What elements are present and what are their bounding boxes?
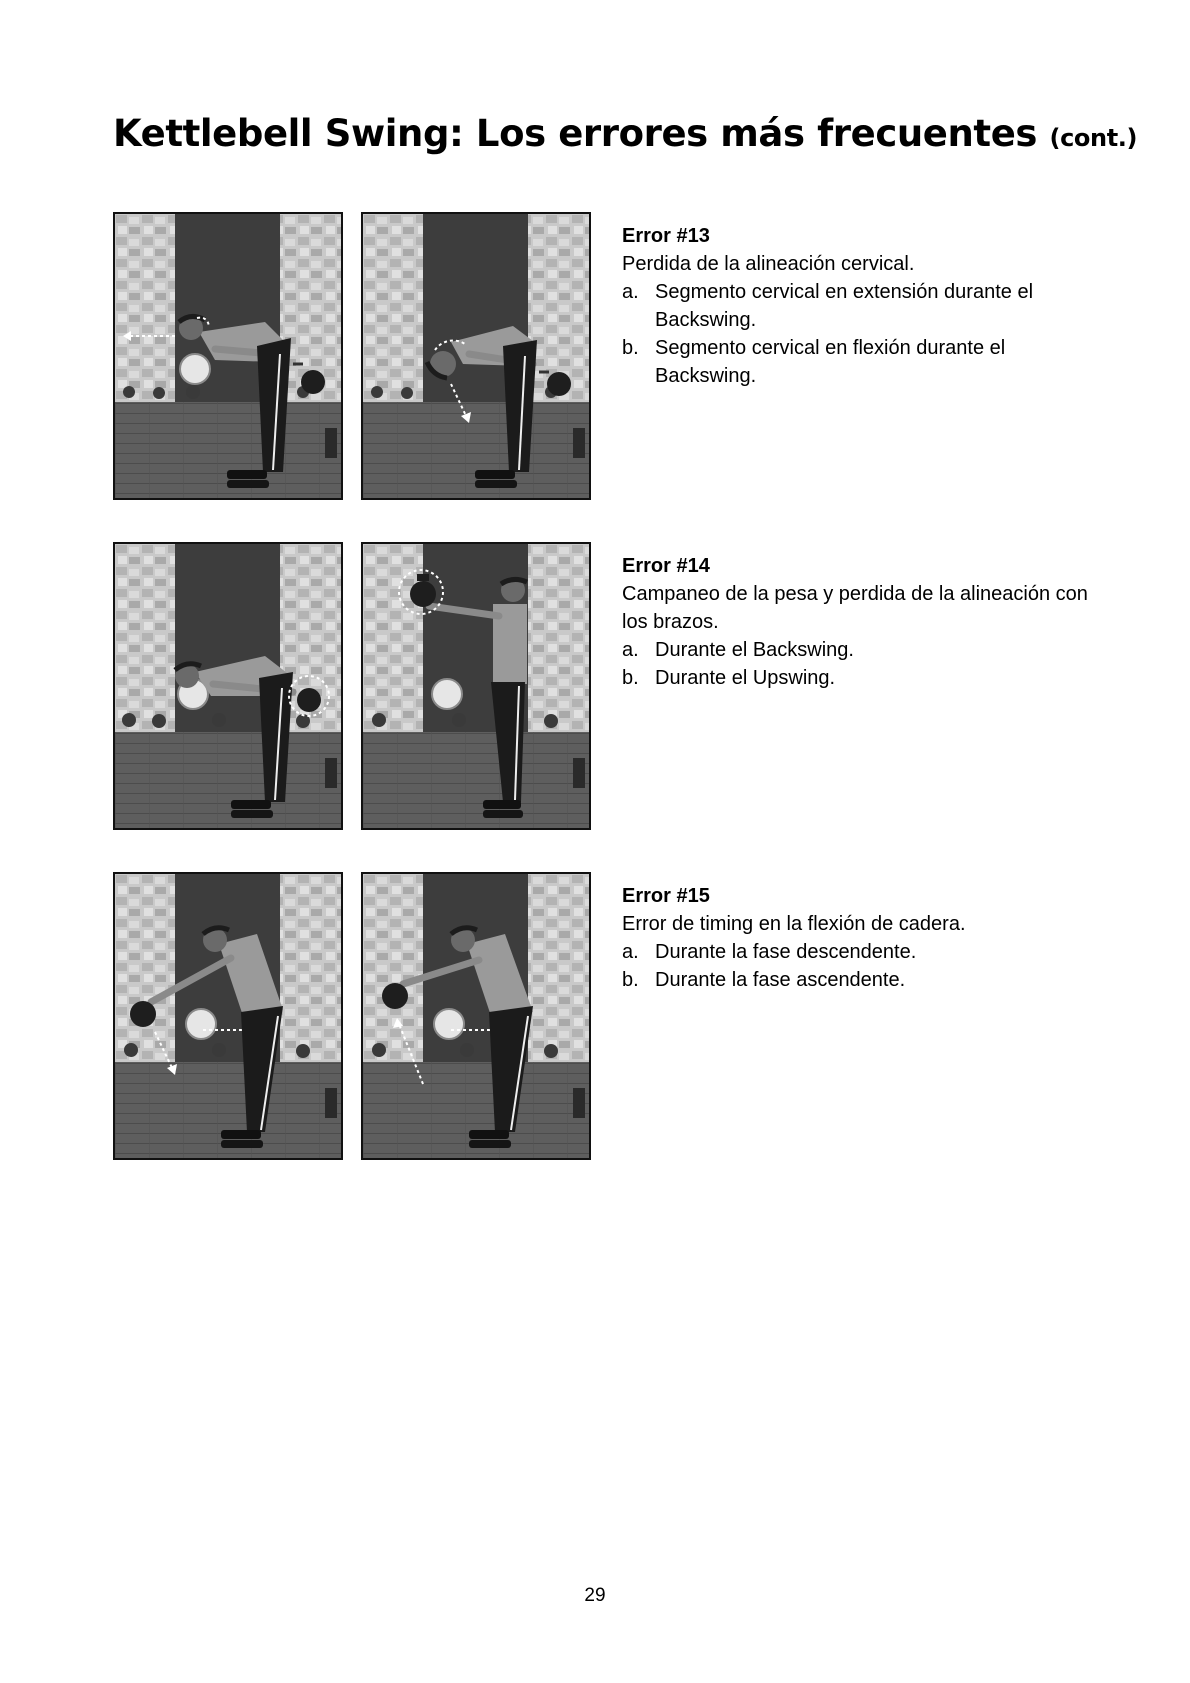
page-number: 29 — [584, 1585, 606, 1606]
error-13-photo-b — [361, 212, 591, 500]
list-marker: b. — [622, 667, 639, 689]
list-marker: b. — [622, 969, 639, 991]
page-title — [113, 112, 1137, 155]
error-15-heading: Error #15 — [622, 885, 710, 907]
list-text: Segmento cervical en flexión durante el Backswing. — [655, 337, 1006, 387]
error-14-description: Campaneo de la pesa y perdida de la alineación con los brazos. — [622, 583, 1088, 633]
error-13-block — [622, 222, 1092, 390]
error-13-heading: Error #13 — [622, 225, 710, 247]
list-item — [622, 278, 1092, 334]
list-text: Durante la fase descendente. — [655, 941, 917, 963]
list-marker: a. — [622, 281, 639, 303]
error-13-list — [622, 278, 1092, 390]
error-14-heading: Error #14 — [622, 555, 710, 577]
error-15-photo-a — [113, 872, 343, 1160]
error-14-list — [622, 636, 1092, 692]
list-text: Durante la fase ascendente. — [655, 969, 906, 991]
error-14-block — [622, 552, 1092, 692]
list-item — [622, 636, 1092, 664]
list-text: Durante el Backswing. — [655, 639, 854, 661]
error-15-block — [622, 882, 1092, 994]
list-item — [622, 664, 1092, 692]
error-15-list — [622, 938, 1092, 994]
list-item — [622, 334, 1092, 390]
list-item — [622, 966, 1092, 994]
list-text: Segmento cervical en extensión durante el Backswing. — [655, 281, 1034, 331]
list-marker: a. — [622, 639, 639, 661]
error-15-photo-b — [361, 872, 591, 1160]
list-marker: a. — [622, 941, 639, 963]
error-15-description: Error de timing en la flexión de cadera. — [622, 913, 966, 935]
error-14-photo-b — [361, 542, 591, 830]
list-text: Durante el Upswing. — [655, 667, 836, 689]
list-item — [622, 938, 1092, 966]
error-14-photo-a — [113, 542, 343, 830]
title-suffix: (cont.) — [1049, 124, 1138, 152]
list-marker: b. — [622, 337, 639, 359]
error-13-description: Perdida de la alineación cervical. — [622, 253, 915, 275]
error-13-photo-a — [113, 212, 343, 500]
title-main: Kettlebell Swing: Los errores más frecuentes — [113, 112, 1038, 155]
